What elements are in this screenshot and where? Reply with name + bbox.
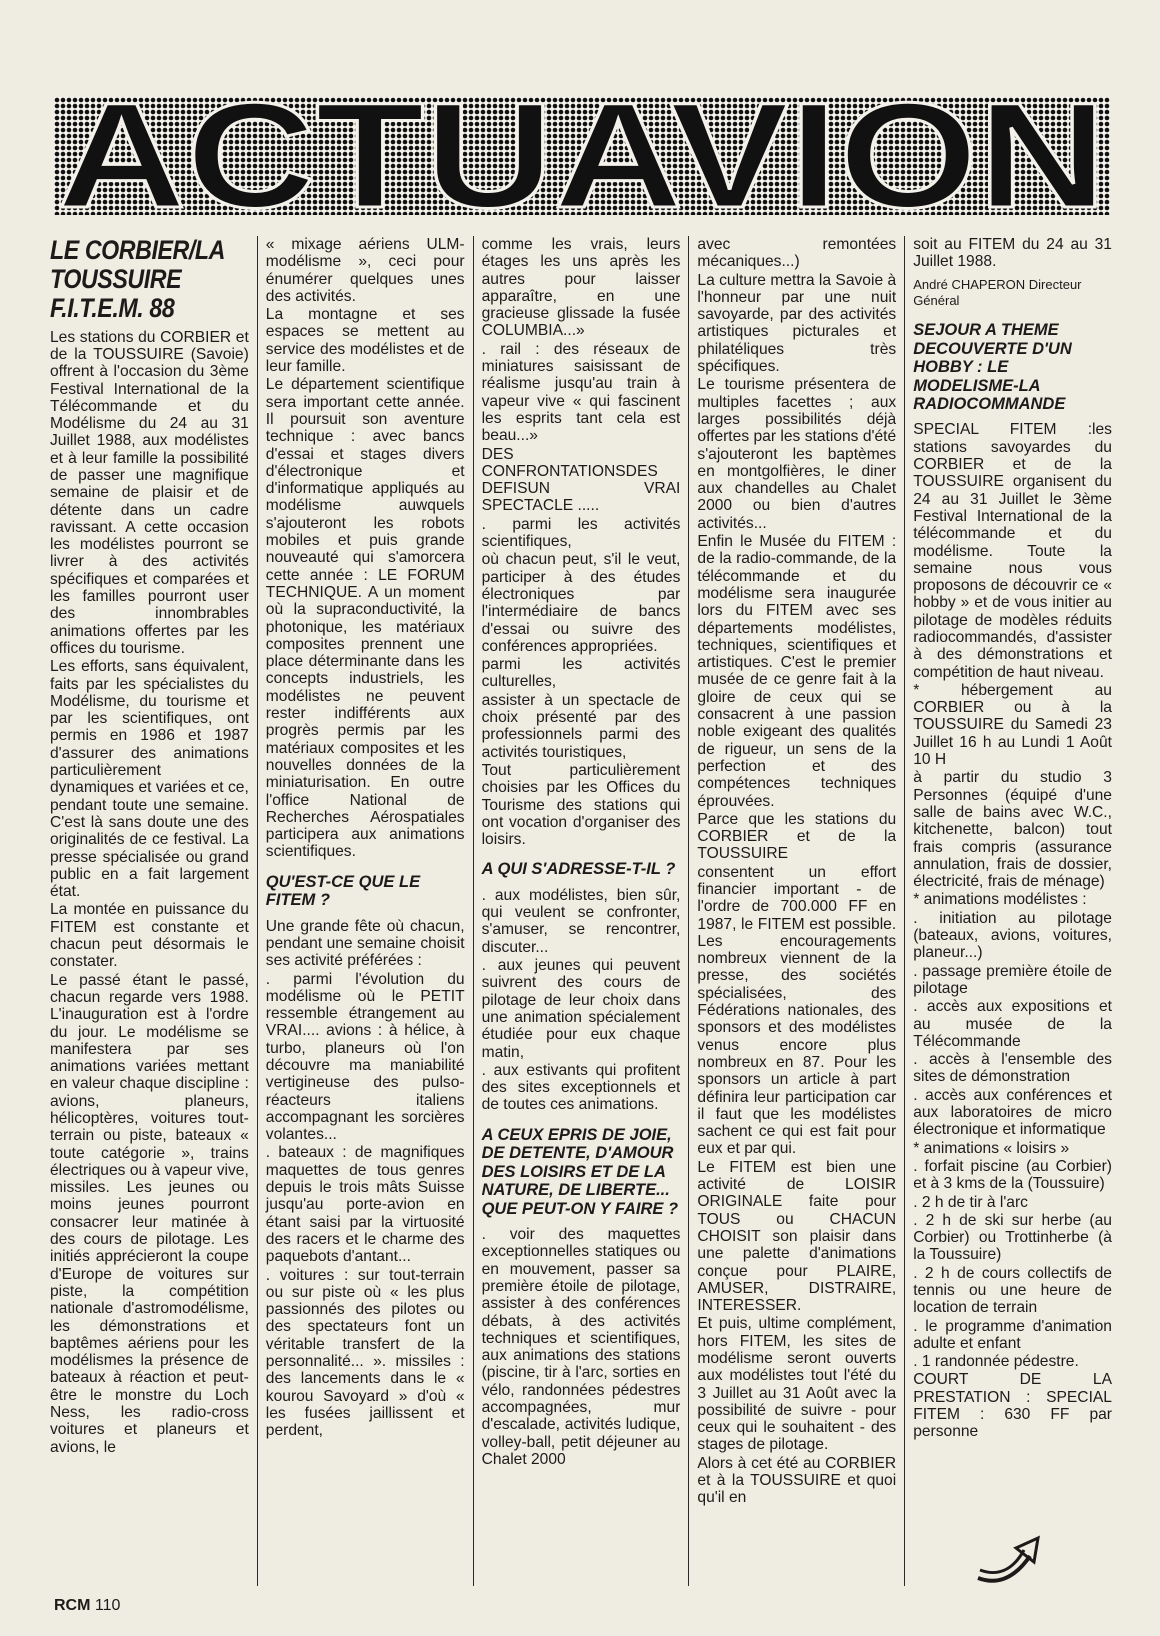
paragraph: . 1 randonnée pédestre. (913, 1353, 1079, 1371)
section-heading: QU'EST-CE QUE LE FITEM ? (265, 872, 421, 910)
section-heading: SEJOUR A THEME DECOUVERTE D'UN HOBBY : LE MODELISME-LA RADIOCOMMANDE (913, 321, 1072, 413)
paragraph: à partir du studio 3 Personnes (équipé d'une salle de bains avec W.C., kitchenette, balcon) tout frais compris (assurance annulation, frais de dossier, électricité, frais de ménage) (913, 769, 1112, 891)
paragraph: . forfait piscine (au Corbier) et à 3 kms de la (Toussuire) (913, 1157, 1112, 1193)
author-byline: André CHAPERON Directeur Général (913, 276, 1082, 308)
paragraph: La montagne et ses espaces se mettent au service des modélistes et de leur famille. (265, 306, 465, 376)
page-footer (54, 1597, 120, 1615)
paragraph: . voir des maquettes exceptionnelles statiques ou en mouvement, passer sa première étoile de pilotage, assister à des conférences débats, à des activités techniques et scientifiques, aux animations des stations (piscine, tir à l'arc, sorties en vélo, randonnées pédestres accompagnées, mur d'escalade, activités ludique, volley-ball, petit déjeuner au Chalet 2000 (481, 1226, 681, 1468)
article-headline: LE CORBIER/LA TOUSSUIRE F.I.T.E.M. 88 (50, 236, 225, 323)
paragraph: Le FITEM est bien une activité de LOISIR ORIGINALE faite pour TOUS ou CHACUN CHOISIT son plaisir dans une palette d'animations conçue pour PLAIRE, AMUSER, DISTRAIRE, INTERESSER. (697, 1158, 897, 1315)
paragraph: . 2 h de cours collectifs de tennis ou une heure de location de terrain (913, 1264, 1112, 1317)
paragraph: . parmi les activités scientifiques, (481, 515, 681, 551)
paragraph: . le programme d'animation adulte et enfant (913, 1317, 1112, 1352)
paragraph: Le tourisme présentera de multiples facettes ; aux larges possibilités déjà offertes par les stations d'été s'ajouteront les baptèmes en montgolfières, le diner aux chandelles au Chalet 2000 ou bien d'autres activités... (697, 376, 897, 532)
masthead-title: ACTUAVION (57, 97, 1107, 215)
paragraph: . aux estivants qui profitent des sites exceptionnels et de toutes ces animations. (481, 1061, 681, 1114)
page-number: 110 (94, 1597, 121, 1614)
paragraph: Parce que les stations du CORBIER et de la TOUSSUIRE (697, 810, 897, 863)
column-5 (904, 236, 1112, 1586)
paragraph: * hébergement au CORBIER ou à la TOUSSUIRE du Samedi 23 Juillet 16 h au Lundi 1 Août 10 H (913, 681, 1112, 769)
paragraph: Les efforts, sans équivalent, faits par les spécialistes du Modélisme, du tourisme et par les scientifiques, ont permis en 1986 et 1987 d'assurer des animations particulièrement dynamiques et variées et ce, pendant toute une semaine. C'est là sans doute une des originalités de ce festival. La presse spécialisée ou grand public en a fait largement état. (50, 658, 249, 901)
paragraph: Et puis, ultime complément, hors FITEM, les sites de modélisme seront ouverts aux modélistes tout l'été du 3 Juillet au 31 Août avec la possibilité de suivre - pour ceux qui le souhaitent - des stages de pilotage. (697, 1315, 897, 1454)
paragraph: . initiation au pilotage (bateaux, avions, voitures, planeur...) (913, 909, 1112, 962)
masthead-banner (54, 97, 1110, 215)
paragraph: * animations modélistes : (913, 891, 1087, 909)
paragraph: comme les vrais, leurs étages les uns après les autres pour laisser apparaître, en une gracieuse glissade la fusée COLUMBIA...» (481, 236, 681, 340)
magazine-name: RCM (54, 1597, 91, 1614)
paragraph: où chacun peut, s'il le veut, participer à des études électroniques par l'intermédiaire de bancs d'essai ou suivre des conférences appropriées. (481, 551, 681, 655)
paragraph: assister à un spectacle de choix présenté par des professionnels parmi des activités touristiques, (481, 691, 681, 761)
paragraph: Le passé étant le passé, chacun regarde vers 1988. L'inauguration est à l'ordre du jour. Le modélisme se manifestera par ses animations variées mettant en valeur chaque discipline : avions, planeurs, hélicoptères, voitures tout-terrain ou piste, bateaux « toute catégorie », trains électriques ou à vapeur vive, missiles. Les jeunes ou moins jeunes pourront consacrer leur matinée à des cours de pilotage. Les initiés apprécieront la coupe d'Europe de voitures sur piste, la compétition nationale d'astromodélisme, les démonstrations et baptêmes aériens pour les modélismes la présence de bateaux à réaction et peut-être le monstre du Loch Ness, les radio-cross voitures et planeurs et avions, le (50, 971, 249, 1456)
paragraph: . bateaux : de magnifiques maquettes de tous genres depuis le trois mâts Suisse jusqu'au porte-avion en étant saisi par la virtuosité des racers et le charme des paquebots d'antant... (265, 1144, 465, 1266)
paragraph: COURT DE LA PRESTATION : SPECIAL FITEM : 630 FF par personne (913, 1371, 1112, 1441)
paragraph: consentent un effort financier important - de l'ordre de 700.000 FF en 1987, le FITEM est possible. Les encouragements nombreux viennent de la presse, des sociétés spécialisées, des Fédérations nationales, des sponsors et des modélistes venus encore plus nombreux en 87. Pour les sponsors un article à part définira leur participation car il faut que les modélistes sachent ce qui est fait pour eux et par qui. (697, 863, 897, 1158)
paragraph: . parmi l'évolution du modélisme où le PETIT ressemble étrangement au VRAI.... avions : à hélice, à turbo, planeurs où l'on découvre ma maniabilité vertigineuse des pulso-réacteurs italiens accompagnant les sorcières volantes... (265, 970, 465, 1144)
column-2 (257, 236, 465, 1586)
paragraph: . aux modélistes, bien sûr, qui veulent se confronter, s'amuser, se rencontrer, discuter... (481, 886, 681, 956)
paragraph: . accès à l'ensemble des sites de démonstration (913, 1051, 1112, 1086)
paragraph: DES CONFRONTATIONSDES DEFISUN VRAI SPECTACLE ..... (481, 445, 681, 515)
paragraph: . aux jeunes qui peuvent suivrent des cours de pilotage de leur choix dans une animation spécialement étudiée pour eux chaque matin, (481, 957, 681, 1061)
paragraph: * animations « loisirs » (913, 1139, 1070, 1157)
paragraph: . rail : des réseaux de miniatures saisissant de réalisme jusqu'au train à vapeur vive « qui fascinent les esprits tant cela est beau...» (481, 340, 681, 445)
paragraph: . 2 h de ski sur herbe (au Corbier) ou Trottinherbe (à la Toussuire) (913, 1211, 1112, 1264)
article-body (50, 236, 1112, 1586)
paragraph: « mixage aériens ULM-modélisme », ceci pour énumérer quelques unes des activités. (265, 236, 465, 305)
paragraph: soit au FITEM du 24 au 31 Juillet 1988. (913, 236, 1112, 271)
paragraph: La montée en puissance du FITEM est constante et chacun peut désormais le constater. (50, 901, 249, 971)
paragraph: . accès aux conférences et aux laboratoires de micro électronique et informatique (913, 1086, 1112, 1139)
paragraph: Alors à cet été au CORBIER et à la TOUSSUIRE et quoi qu'il en (697, 1454, 897, 1507)
continue-arrow-icon (972, 1530, 1052, 1590)
column-4 (688, 236, 896, 1586)
paragraph: avec remontées mécaniques...) (697, 236, 897, 271)
paragraph: Le département scientifique sera important cette année. Il poursuit son aventure technique : avec bancs d'essai et stages divers d'électronique et d'informatique appliqués au modélisme auwquels s'ajouteront les robots mobiles et puis grande nouveauté qui s'amorcera cette année : LE FORUM TECHNIQUE. A un moment où la supraconductivité, la photonique, les matériaux composites prennent une place déterminante dans les concepts industriels, les modélistes ne peuvent rester indifférents aux progrès permis par les matériaux composites et les nouvelles données de la miniaturisation. En outre l'office National de Recherches Aérospatiales participera aux animations scientifiques. (265, 376, 465, 861)
column-1 (50, 236, 249, 1586)
paragraph: Les stations du CORBIER et de la TOUSSUIRE (Savoie) offrent à l'occasion du 3ème Festival International de la Télécommande et du Modélisme du 24 au 31 Juillet 1988, aux modélistes et à leur famille la possibilité de passer une magnifique semaine de plaisir et de détente dans un cadre ravissant. A cette occasion les modélistes pourront se livrer à des activités spécifiques et comparées et les familles pourront user des innombrables animations offertes par les offices du tourisme. (50, 328, 249, 657)
paragraph: Une grande fête où chacun, pendant une semaine choisit ses activité préférées : (265, 917, 465, 970)
paragraph: . passage première étoile de pilotage (913, 962, 1112, 997)
paragraph: . voitures : sur tout-terrain ou sur piste où « les plus passionnés des pilotes ou des spectateurs font un véritable transfert de la personnalité... ». missiles : des lancements dans le « kourou Savoyard » d'où « les fusées jaillissent et perdent, (265, 1266, 465, 1440)
column-3 (473, 236, 681, 1586)
paragraph: SPECIAL FITEM :les stations savoyardes du CORBIER et de la TOUSSUIRE organisent du 24 au 31 Juillet le 3ème Festival International de la télécommande et du modélisme. Toute la semaine nous vous proposons de découvrir ce « hobby » et de vous initier au pilotage de modèles réduits radiocommandés, d'assister à des démonstrations et compétition de haut niveau. (913, 421, 1112, 681)
section-heading: A QUI S'ADRESSE-T-IL ? (481, 860, 676, 879)
paragraph: Tout particulièrement choisies par les Offices du Tourisme des stations qui ont vocation d'organiser des loisirs. (481, 761, 681, 849)
section-heading: A CEUX EPRIS DE JOIE, DE DETENTE, D'AMOUR DES LOISIRS ET DE LA NATURE, DE LIBERTE... QUE PEUT-ON Y FAIRE ? (481, 1125, 679, 1218)
paragraph: parmi les activités culturelles, (481, 656, 681, 691)
paragraph: . accès aux expositions et au musée de la Télécommande (913, 998, 1112, 1050)
paragraph: Enfin le Musée du FITEM : de la radio-commande, de la télécommande et du modélisme sera inaugurée lors du FITEM avec ses départements modélistes, techniques, scientifiques et artistiques. C'est le premier musée de ce genre fait à la gloire de ceux qui se consacrent à une passion noble exigeant des qualités de rigueur, un sens de la perfection et des compétences techniques éprouvées. (697, 533, 897, 810)
paragraph: La culture mettra la Savoie à l'honneur par une nuit savoyarde, par des activités artistiques picturales et philatéliques très spécifiques. (697, 271, 897, 376)
paragraph: . 2 h de tir à l'arc (913, 1193, 1028, 1211)
